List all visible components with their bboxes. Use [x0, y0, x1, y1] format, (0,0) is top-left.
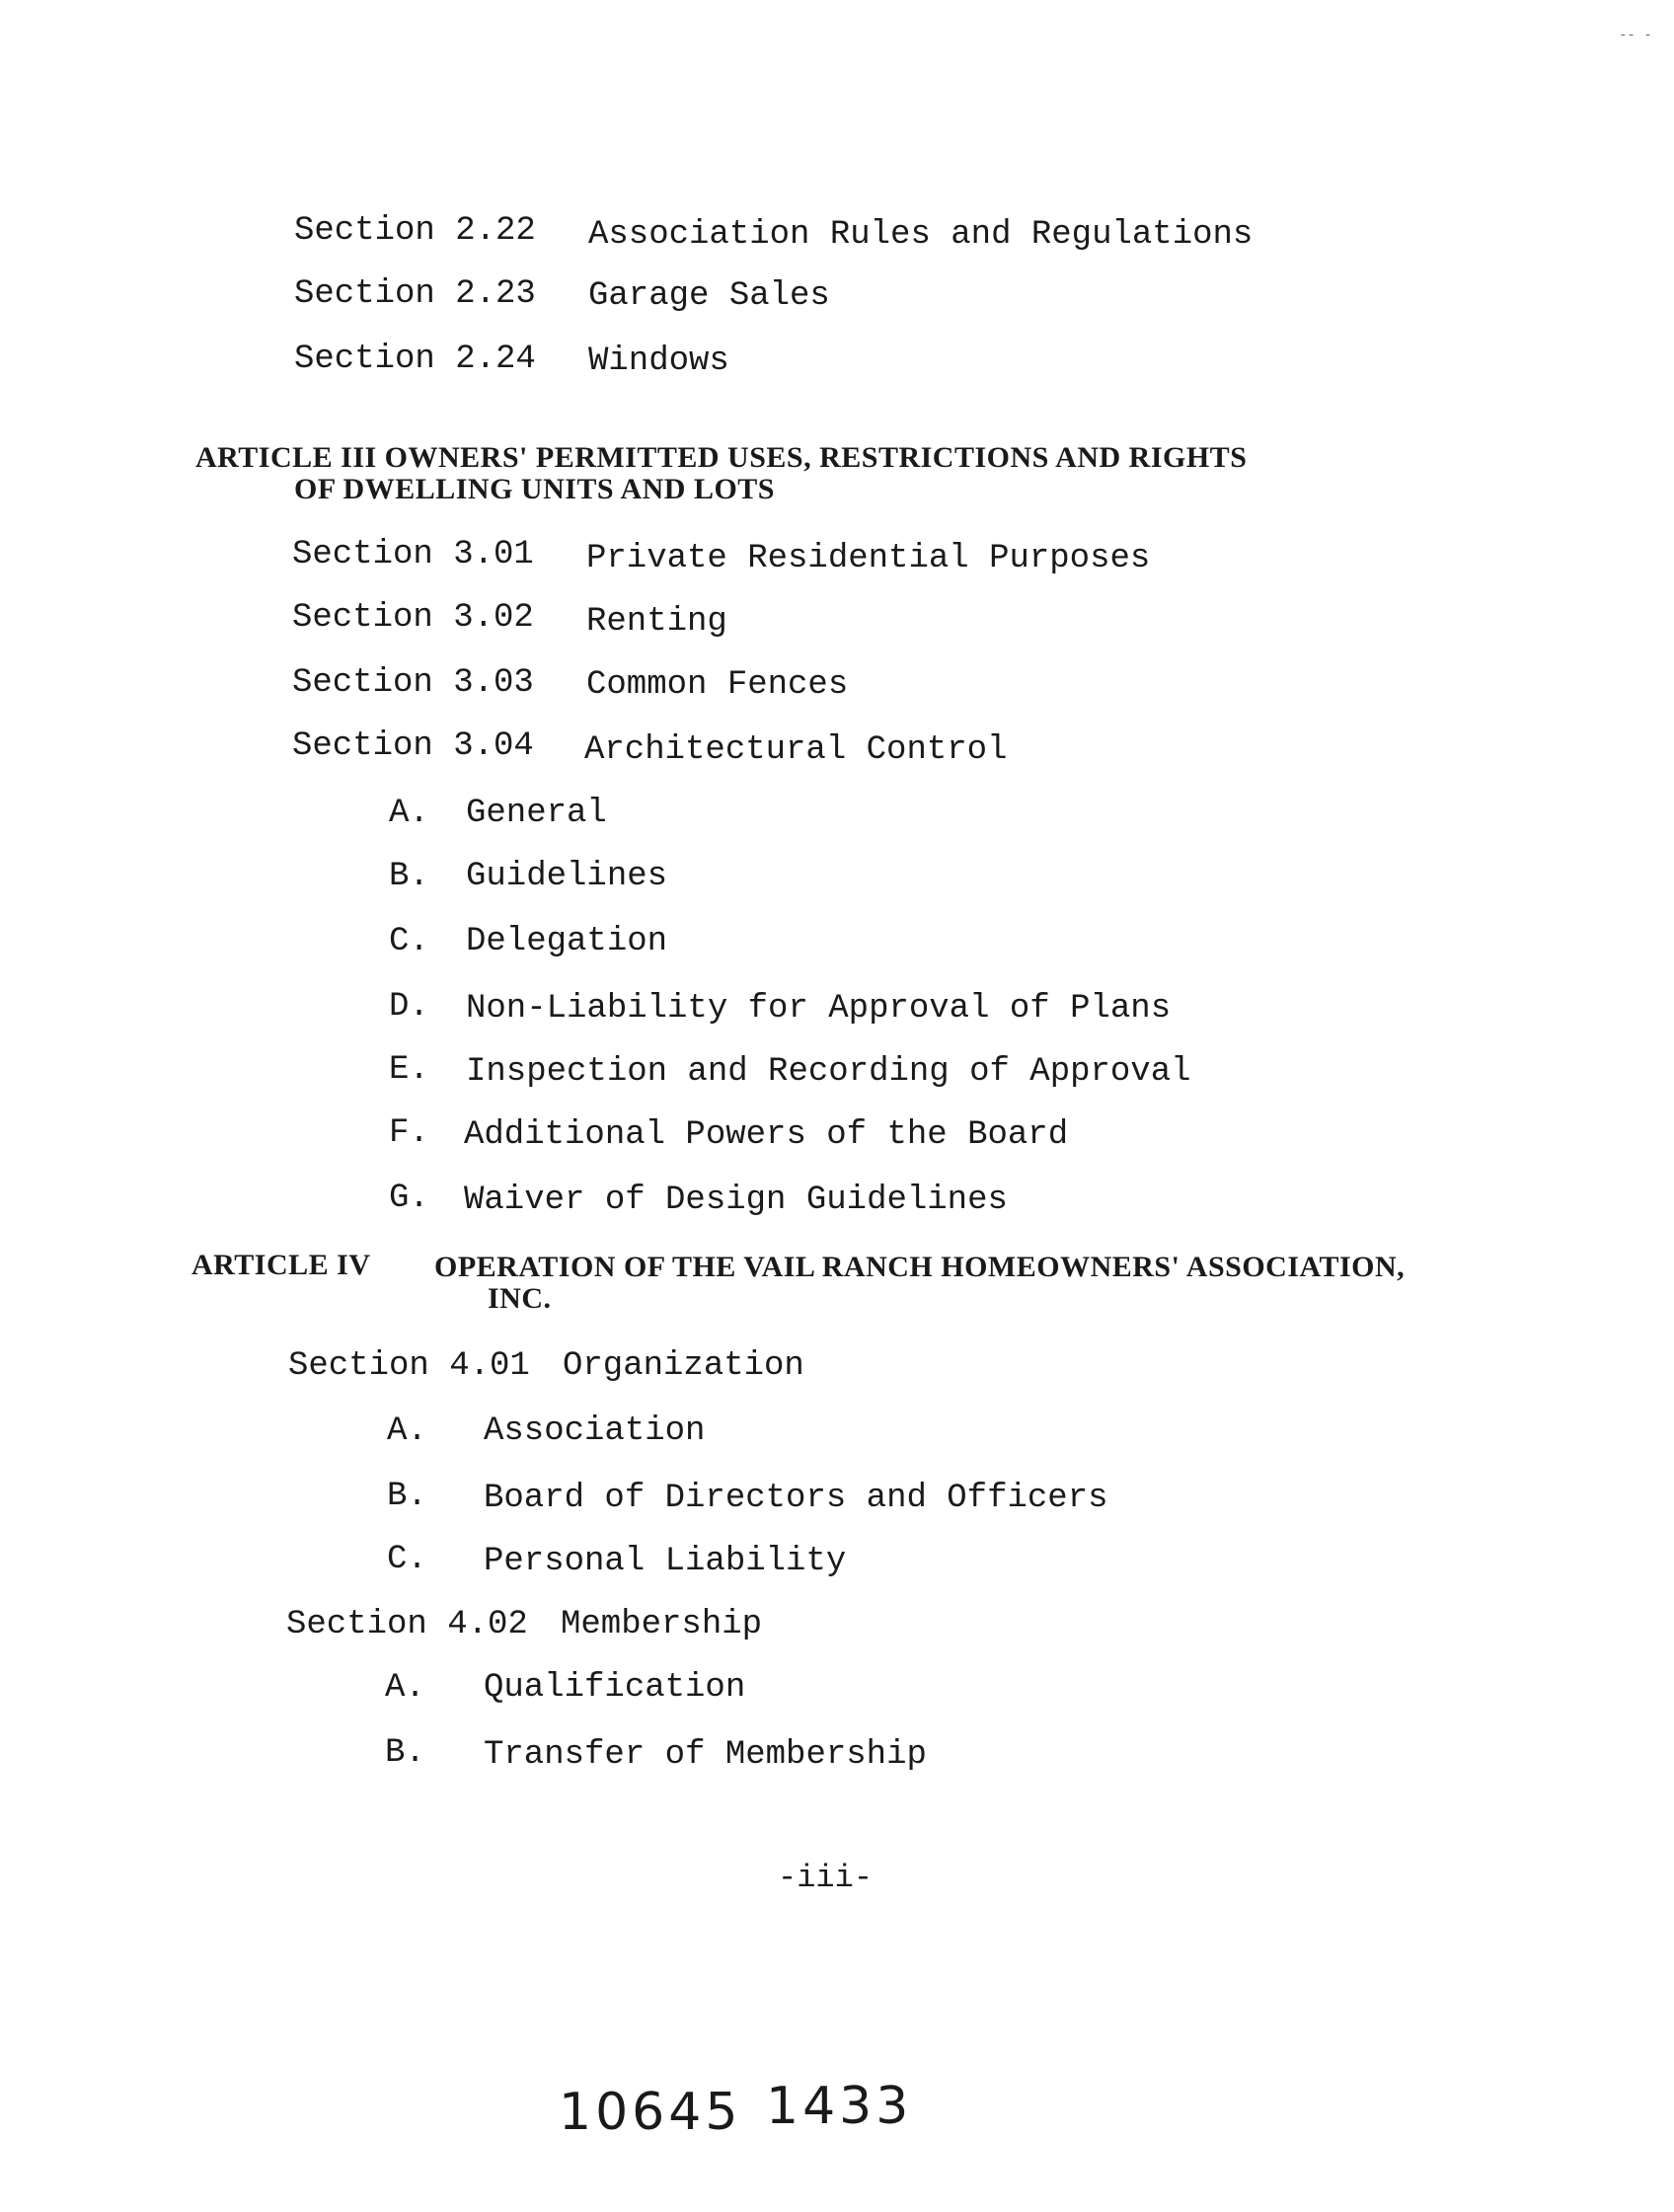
section-title: Architectural Control — [584, 731, 1008, 769]
subsection-title: Delegation — [466, 923, 668, 960]
recording-stamp-right: 1433 — [766, 2077, 913, 2136]
subsection-letter: G. — [389, 1180, 429, 1217]
section-title: Renting — [586, 603, 727, 641]
section-number: Section 2.22 — [294, 212, 536, 250]
subsection-letter: E. — [389, 1051, 429, 1089]
subsection-title: Non-Liability for Approval of Plans — [466, 990, 1172, 1028]
section-title: Membership — [561, 1606, 763, 1643]
subsection-letter: B. — [387, 1478, 427, 1515]
subsection-title: Additional Powers of the Board — [464, 1116, 1069, 1154]
section-number: Section 2.24 — [294, 341, 536, 378]
section-number: Section 3.01 — [292, 536, 534, 573]
article-heading-continued: INC. — [488, 1282, 552, 1315]
subsection-letter: B. — [389, 858, 429, 895]
subsection-letter: D. — [389, 988, 429, 1026]
subsection-letter: A. — [385, 1669, 425, 1707]
subsection-title: Waiver of Design Guidelines — [464, 1182, 1008, 1219]
subsection-letter: C. — [387, 1541, 427, 1578]
page-number: -iii- — [778, 1860, 874, 1896]
subsection-title: General — [466, 795, 607, 832]
subsection-title: Board of Directors and Officers — [484, 1480, 1108, 1517]
section-number: Section 3.02 — [292, 599, 534, 637]
section-title: Organization — [563, 1347, 804, 1385]
subsection-letter: C. — [389, 923, 429, 960]
section-title: Windows — [588, 343, 729, 380]
section-title: Private Residential Purposes — [586, 540, 1151, 577]
article-label: ARTICLE IV — [191, 1249, 371, 1281]
subsection-title: Transfer of Membership — [484, 1736, 927, 1774]
subsection-letter: F. — [389, 1114, 429, 1152]
subsection-letter: A. — [387, 1412, 427, 1450]
section-number: Section 4.01 — [288, 1347, 530, 1385]
article-heading: ARTICLE III OWNERS' PERMITTED USES, RESTRICTIONS AND RIGHTS — [195, 441, 1248, 474]
subsection-title: Qualification — [484, 1669, 746, 1707]
article-heading: OPERATION OF THE VAIL RANCH HOMEOWNERS' ASSOCIATION, — [434, 1251, 1406, 1283]
section-number: Section 3.03 — [292, 664, 534, 702]
section-number: Section 2.23 — [294, 275, 536, 313]
subsection-title: Association — [484, 1412, 706, 1450]
subsection-title: Guidelines — [466, 858, 668, 895]
section-number: Section 3.04 — [292, 727, 534, 765]
section-title: Common Fences — [586, 666, 849, 704]
section-title: Association Rules and Regulations — [588, 216, 1254, 254]
subsection-title: Inspection and Recording of Approval — [466, 1053, 1191, 1091]
subsection-letter: A. — [389, 795, 429, 832]
subsection-letter: B. — [385, 1734, 425, 1772]
subsection-title: Personal Liability — [484, 1543, 847, 1580]
corner-mark: -- - — [1619, 28, 1652, 43]
section-number: Section 4.02 — [286, 1606, 528, 1643]
section-title: Garage Sales — [588, 277, 830, 315]
article-heading-continued: OF DWELLING UNITS AND LOTS — [294, 473, 775, 505]
recording-stamp-left: 10645 — [559, 2083, 742, 2142]
